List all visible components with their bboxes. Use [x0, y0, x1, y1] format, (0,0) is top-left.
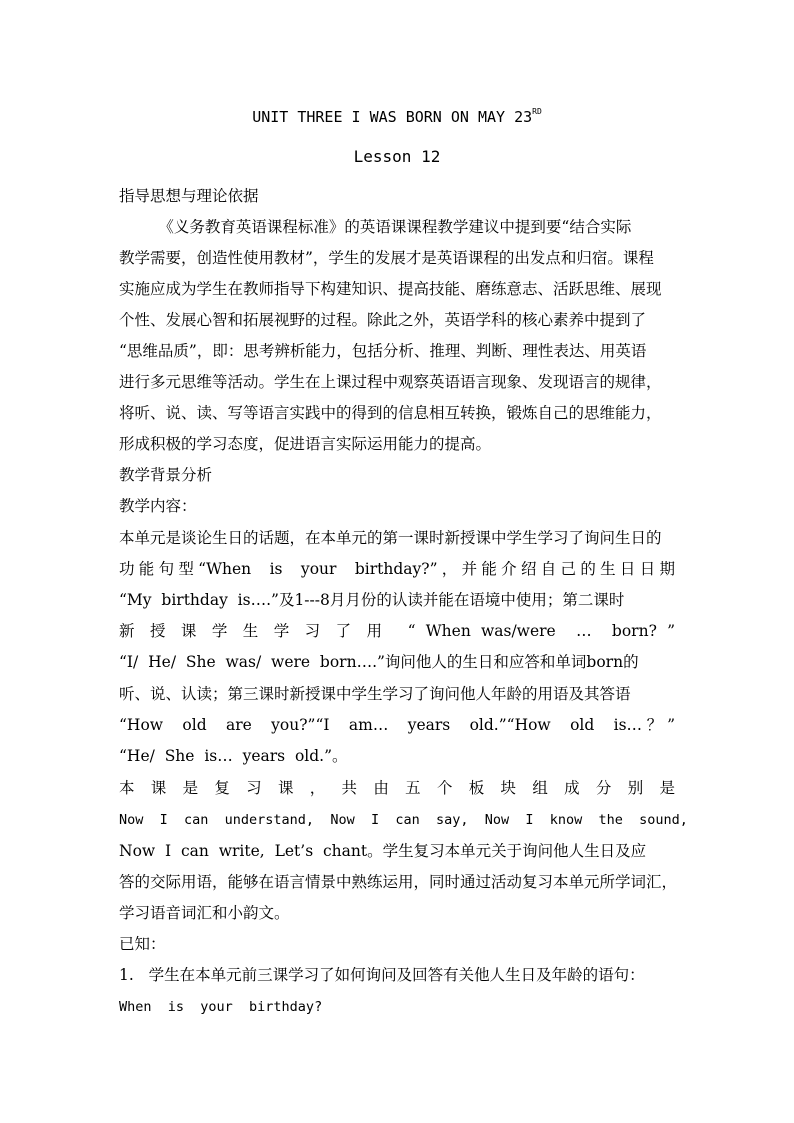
paragraph-line: “思维品质”，即：思考辨析能力，包括分析、推理、判断、理性表达、用英语	[119, 342, 647, 360]
paragraph-line: 学习语音词汇和小韵文。	[119, 904, 290, 922]
list-item: 1. 学生在本单元前三课学习了如何询问及回答有关他人生日及年龄的语句：	[119, 966, 645, 984]
example-sentence: When is your birthday?	[119, 999, 323, 1015]
paragraph-line: 答的交际用语，能够在语言情景中熟练运用，同时通过活动复习本单元所学词汇，	[119, 873, 678, 891]
paragraph-line: 功能句型“When is your birthday?”，并能介绍自己的生日日期	[119, 560, 675, 578]
section-heading-guiding-thought: 指导思想与理论依据	[119, 187, 259, 205]
paragraph-line: 本单元是谈论生日的话题，在本单元的第一课时新授课中学生学习了询问生日的	[119, 529, 662, 547]
title-text: UNIT THREE I WAS BORN ON MAY 23	[252, 108, 533, 126]
paragraph-line: 进行多元思维等活动。学生在上课过程中观察英语语言现象、发现语言的规律，	[119, 373, 662, 391]
paragraph-line: 实施应成为学生在教师指导下构建知识、提高技能、磨练意志、活跃思维、展现	[119, 280, 662, 298]
paragraph-line: 形成积极的学习态度，促进语言实际运用能力的提高。	[119, 435, 492, 453]
paragraph-line: “How old are you?”“I am… years old.”“How old is…？”	[119, 716, 675, 734]
paragraph-line: 听、说、认读；第三课时新授课中学生学习了询问他人年龄的用语及其答语	[119, 685, 631, 703]
document-title	[119, 107, 675, 126]
paragraph-line: 《义务教育英语课程标准》的英语课课程教学建议中提到要“结合实际	[119, 218, 632, 236]
paragraph-line: 将听、说、读、写等语言实践中的得到的信息相互转换，锻炼自己的思维能力，	[119, 404, 662, 422]
subheading-content: 教学内容：	[119, 497, 197, 515]
paragraph-line: “I/ He/ She was/ were born….”询问他人的生日和应答和单词born的	[119, 653, 639, 671]
title-superscript: RD	[532, 107, 542, 116]
paragraph-line: 本 课 是 复 习 课 ， 共 由 五 个 板 块 组 成 分 别 是	[119, 779, 675, 797]
paragraph-line: Now I can write, Let’s chant。学生复习本单元关于询问他人生日及应	[119, 842, 647, 860]
paragraph-line: “My birthday is….”及1---8月月份的认读并能在语境中使用；第二课时	[119, 591, 625, 609]
paragraph-line: “He/ She is… years old.”。	[119, 747, 348, 765]
paragraph-line: 个性、发展心智和拓展视野的过程。除此之外，英语学科的核心素养中提到了	[119, 311, 647, 329]
document-subtitle: Lesson 12	[353, 147, 441, 166]
paragraph-line: 教学需要，创造性使用教材”，学生的发展才是英语课程的出发点和归宿。课程	[119, 249, 654, 267]
paragraph-line: Now I can understand, Now I can say, Now I know the sound,	[119, 812, 688, 828]
paragraph-line: 新 授 课 学 生 学 习 了 用 “ When was/were … born? ”	[119, 622, 675, 640]
section-heading-background: 教学背景分析	[119, 466, 213, 484]
subheading-known: 已知：	[119, 935, 166, 953]
